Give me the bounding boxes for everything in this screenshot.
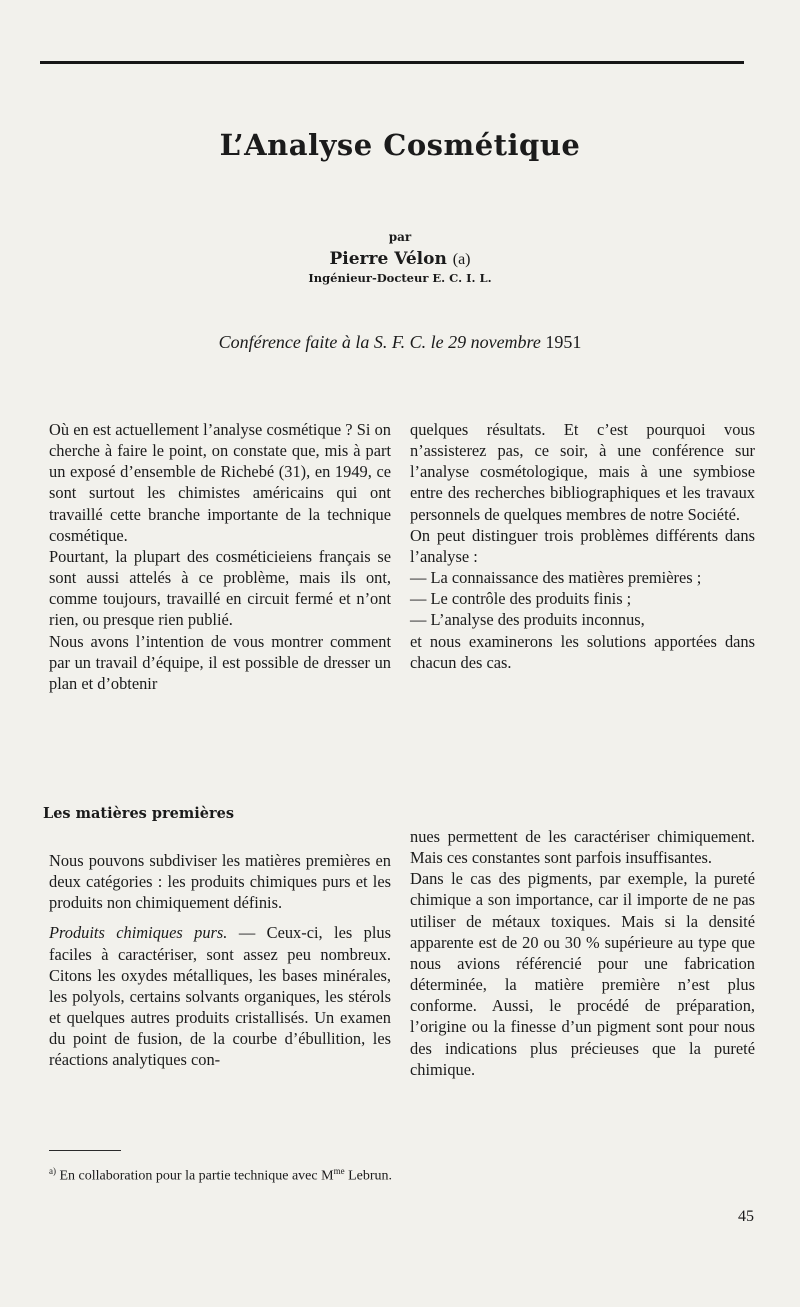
author-note-ref: (a) xyxy=(452,251,471,268)
intro-column-right xyxy=(410,419,755,673)
paragraph-text: — Ceux-ci, les plus faciles à caractériser, sont assez peu nombreux. Citons les oxydes métalliques, les bases minérales, les polyols, certains solvants organiques, les stérols et quelques autres produits cristallisés. Un examen du point de fusion, de la courbe d’ébullition, les réactions analytiques con- xyxy=(49,923,391,1070)
conference-line xyxy=(0,332,800,353)
conference-text: Conférence faite à la S. F. C. le 29 novembre xyxy=(218,332,541,352)
paragraph: Pourtant, la plupart des cosméticieiens français se sont aussi attelés à ce problème, mais ils ont, comme toujours, travaillé en circuit fermé et n’ont rien, ou presque rien publié. xyxy=(49,546,391,630)
author-line xyxy=(0,249,800,269)
paragraph: Où en est actuellement l’analyse cosmétique ? Si on cherche à faire le point, on constate que, mis à part un exposé d’ensemble de Richebé (31), en 1949, ce sont surtout les chimistes américains qui ont travaillé cette branche importante de la technique cosmétique. xyxy=(49,420,391,545)
section-column-right xyxy=(410,826,755,1080)
paragraph xyxy=(49,922,391,1070)
footnote xyxy=(49,1166,392,1185)
paragraph: quelques résultats. Et c’est pourquoi vous n’assisterez pas, ce soir, à une conférence sur l’analyse cosmétologique, mais à une symbiose entre des recherches bibliographiques et les travaux personnels de quelques membres de notre Société. xyxy=(410,420,755,524)
section-column-left xyxy=(49,850,391,1071)
paragraph: Nous pouvons subdiviser les matières premières en deux catégories : les produits chimiques purs et les produits non chimiquement définis. xyxy=(49,851,391,913)
paragraph: On peut distinguer trois problèmes différents dans l’analyse : xyxy=(410,525,755,566)
paragraph: et nous examinerons les solutions apportées dans chacun des cas. xyxy=(410,631,755,672)
top-rule xyxy=(40,61,744,64)
footnote-rule xyxy=(49,1150,121,1151)
intro-column-left xyxy=(49,419,391,694)
paragraph: Nous avons l’intention de vous montrer comment par un travail d’équipe, il est possible de dresser un plan et d’obtenir xyxy=(49,631,391,693)
article-title: L’Analyse Cosmétique xyxy=(219,128,581,162)
subheading: Produits chimiques purs. xyxy=(49,923,228,943)
list-item: — L’analyse des produits inconnus, xyxy=(410,610,645,630)
footnote-text: En collaboration pour la partie technique avec M xyxy=(59,1168,334,1184)
conference-year: 1951 xyxy=(545,332,582,352)
footnote-sup: me xyxy=(333,1166,345,1176)
footnote-marker: a) xyxy=(49,1166,56,1176)
section-heading: Les matières premières xyxy=(43,805,234,822)
list-item: — La connaissance des matières premières ; xyxy=(410,568,702,588)
footnote-end: Lebrun. xyxy=(344,1168,392,1184)
author-title: Ingénieur-Docteur E. C. I. L. xyxy=(308,271,492,285)
byline-par: par xyxy=(388,230,412,244)
paragraph: nues permettent de les caractériser chimiquement. Mais ces constantes sont parfois insuffisantes. xyxy=(410,827,755,868)
paragraph: Dans le cas des pigments, par exemple, la pureté chimique a son importance, car il importe de ne pas utiliser de métaux toxiques. Mais si la densité apparente est de 20 ou 30 % supérieure au type que nous avions référencié pour une fabrication déterminée, la matière première n’est plus conforme. Aussi, le procédé de préparation, l’origine ou la finesse d’un pigment sont pour nous des indications plus précieuses que la pureté chimique. xyxy=(410,869,755,1079)
list-item: — Le contrôle des produits finis ; xyxy=(410,589,632,609)
page-number: 45 xyxy=(738,1208,754,1225)
author-name: Pierre Vélon xyxy=(329,249,447,269)
